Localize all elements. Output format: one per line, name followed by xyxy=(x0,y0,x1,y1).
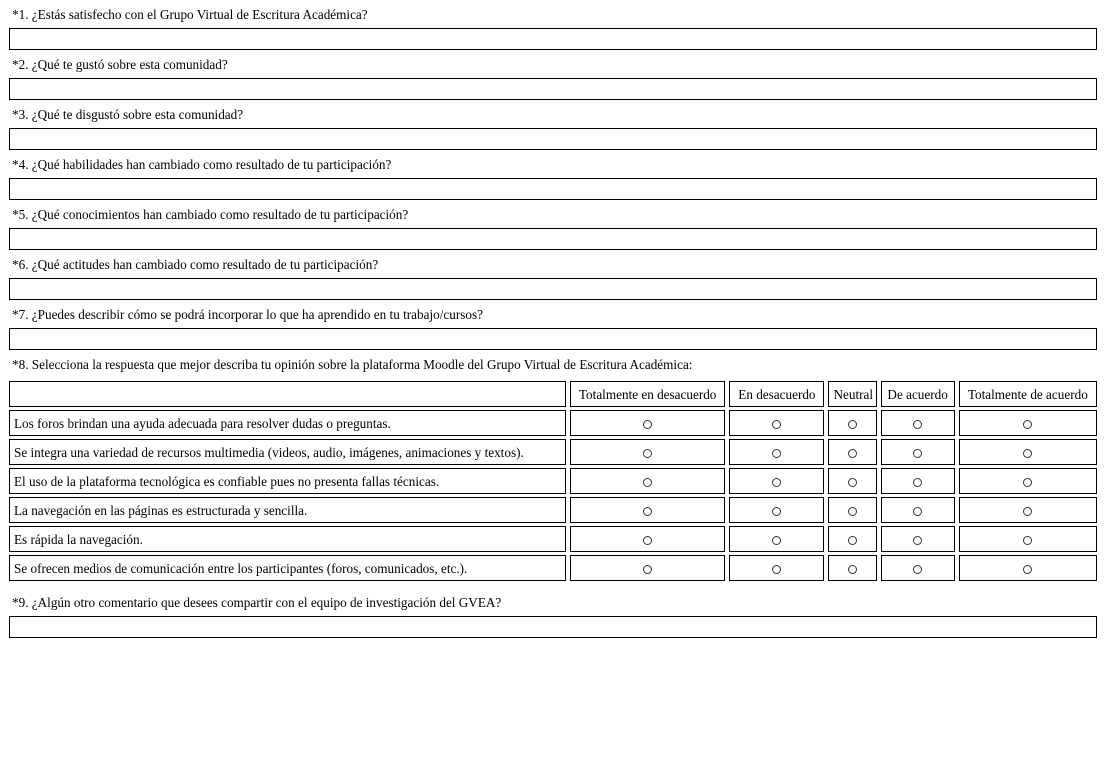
matrix-row-label: Es rápida la navegación. xyxy=(9,526,566,552)
matrix-radio-cell[interactable] xyxy=(959,526,1097,552)
question-block xyxy=(0,300,1106,350)
matrix-row-label: El uso de la plataforma tecnológica es confiable pues no presenta fallas técnicas. xyxy=(9,468,566,494)
matrix-radio-cell[interactable] xyxy=(729,468,824,494)
matrix-radio-cell[interactable] xyxy=(729,410,824,436)
question-label: *2. ¿Qué te gustó sobre esta comunidad? xyxy=(12,57,228,72)
matrix-question-label: *8. Selecciona la respuesta que mejor describa tu opinión sobre la plataforma Moodle del Grupo Virtual de Escritura Académica: xyxy=(12,357,693,372)
matrix-radio-cell[interactable] xyxy=(959,439,1097,465)
radio-unchecked-icon[interactable] xyxy=(772,449,781,458)
matrix-radio-cell[interactable] xyxy=(729,439,824,465)
matrix-radio-cell[interactable] xyxy=(570,439,725,465)
matrix-table-wrap xyxy=(0,378,1106,584)
question-label: *5. ¿Qué conocimientos han cambiado como resultado de tu participación? xyxy=(12,207,409,222)
matrix-radio-cell[interactable] xyxy=(828,497,876,523)
radio-unchecked-icon[interactable] xyxy=(772,420,781,429)
radio-unchecked-icon[interactable] xyxy=(772,536,781,545)
matrix-row xyxy=(9,468,1097,494)
radio-unchecked-icon[interactable] xyxy=(913,449,922,458)
radio-unchecked-icon[interactable] xyxy=(913,420,922,429)
matrix-question-block xyxy=(0,350,1106,378)
matrix-radio-cell[interactable] xyxy=(828,439,876,465)
radio-unchecked-icon[interactable] xyxy=(913,478,922,487)
matrix-radio-cell[interactable] xyxy=(959,497,1097,523)
opinion-matrix-table xyxy=(5,378,1101,584)
question-block xyxy=(0,200,1106,250)
question-block xyxy=(0,150,1106,200)
matrix-radio-cell[interactable] xyxy=(729,555,824,581)
matrix-radio-cell[interactable] xyxy=(729,526,824,552)
matrix-radio-cell[interactable] xyxy=(881,410,955,436)
radio-unchecked-icon[interactable] xyxy=(848,507,857,516)
question-block xyxy=(0,250,1106,300)
radio-unchecked-icon[interactable] xyxy=(1023,536,1032,545)
radio-unchecked-icon[interactable] xyxy=(643,478,652,487)
matrix-row xyxy=(9,526,1097,552)
radio-unchecked-icon[interactable] xyxy=(848,536,857,545)
question-input[interactable] xyxy=(9,228,1097,250)
final-question-input[interactable] xyxy=(9,616,1097,638)
matrix-radio-cell[interactable] xyxy=(881,497,955,523)
radio-unchecked-icon[interactable] xyxy=(913,565,922,574)
matrix-row xyxy=(9,555,1097,581)
matrix-radio-cell[interactable] xyxy=(881,526,955,552)
final-question-block xyxy=(0,588,1106,638)
matrix-column-header: Totalmente de acuerdo xyxy=(959,381,1097,407)
question-block xyxy=(0,50,1106,100)
radio-unchecked-icon[interactable] xyxy=(913,536,922,545)
matrix-radio-cell[interactable] xyxy=(828,410,876,436)
matrix-radio-cell[interactable] xyxy=(828,555,876,581)
radio-unchecked-icon[interactable] xyxy=(772,478,781,487)
matrix-radio-cell[interactable] xyxy=(828,468,876,494)
radio-unchecked-icon[interactable] xyxy=(848,420,857,429)
question-input[interactable] xyxy=(9,128,1097,150)
matrix-radio-cell[interactable] xyxy=(729,497,824,523)
radio-unchecked-icon[interactable] xyxy=(1023,565,1032,574)
radio-unchecked-icon[interactable] xyxy=(1023,478,1032,487)
radio-unchecked-icon[interactable] xyxy=(848,449,857,458)
question-input[interactable] xyxy=(9,328,1097,350)
matrix-row-label: Los foros brindan una ayuda adecuada para resolver dudas o preguntas. xyxy=(9,410,566,436)
radio-unchecked-icon[interactable] xyxy=(1023,507,1032,516)
final-question-label: *9. ¿Algún otro comentario que desees compartir con el equipo de investigación del GVEA? xyxy=(12,595,502,610)
radio-unchecked-icon[interactable] xyxy=(643,507,652,516)
question-label: *3. ¿Qué te disgustó sobre esta comunidad? xyxy=(12,107,244,122)
question-label: *7. ¿Puedes describir cómo se podrá incorporar lo que ha aprendido en tu trabajo/cursos? xyxy=(12,307,483,322)
question-input[interactable] xyxy=(9,278,1097,300)
matrix-row xyxy=(9,497,1097,523)
radio-unchecked-icon[interactable] xyxy=(1023,449,1032,458)
matrix-body xyxy=(9,410,1097,581)
radio-unchecked-icon[interactable] xyxy=(1023,420,1032,429)
question-label: *1. ¿Estás satisfecho con el Grupo Virtual de Escritura Académica? xyxy=(12,7,368,22)
matrix-radio-cell[interactable] xyxy=(828,526,876,552)
matrix-radio-cell[interactable] xyxy=(570,410,725,436)
radio-unchecked-icon[interactable] xyxy=(913,507,922,516)
open-questions-section xyxy=(0,0,1106,350)
radio-unchecked-icon[interactable] xyxy=(643,536,652,545)
question-input[interactable] xyxy=(9,78,1097,100)
question-block xyxy=(0,0,1106,50)
matrix-row xyxy=(9,439,1097,465)
radio-unchecked-icon[interactable] xyxy=(848,565,857,574)
matrix-header-row xyxy=(9,381,1097,407)
radio-unchecked-icon[interactable] xyxy=(848,478,857,487)
matrix-row xyxy=(9,410,1097,436)
matrix-radio-cell[interactable] xyxy=(959,555,1097,581)
matrix-column-header: Neutral xyxy=(828,381,876,407)
matrix-radio-cell[interactable] xyxy=(570,497,725,523)
matrix-radio-cell[interactable] xyxy=(881,468,955,494)
matrix-column-header: Totalmente en desacuerdo xyxy=(570,381,725,407)
question-input[interactable] xyxy=(9,178,1097,200)
matrix-radio-cell[interactable] xyxy=(959,410,1097,436)
matrix-radio-cell[interactable] xyxy=(959,468,1097,494)
question-label: *4. ¿Qué habilidades han cambiado como resultado de tu participación? xyxy=(12,157,392,172)
matrix-column-header: De acuerdo xyxy=(881,381,955,407)
radio-unchecked-icon[interactable] xyxy=(643,565,652,574)
radio-unchecked-icon[interactable] xyxy=(643,420,652,429)
matrix-row-label: Se integra una variedad de recursos multimedia (videos, audio, imágenes, animaciones y textos). xyxy=(9,439,566,465)
matrix-row-label: La navegación en las páginas es estructurada y sencilla. xyxy=(9,497,566,523)
radio-unchecked-icon[interactable] xyxy=(643,449,652,458)
radio-unchecked-icon[interactable] xyxy=(772,565,781,574)
question-block xyxy=(0,100,1106,150)
matrix-column-header: En desacuerdo xyxy=(729,381,824,407)
matrix-corner-cell xyxy=(9,381,566,407)
question-input[interactable] xyxy=(9,28,1097,50)
matrix-radio-cell[interactable] xyxy=(570,468,725,494)
matrix-radio-cell[interactable] xyxy=(881,555,955,581)
matrix-header xyxy=(9,381,1097,407)
matrix-radio-cell[interactable] xyxy=(570,526,725,552)
matrix-row-label: Se ofrecen medios de comunicación entre los participantes (foros, comunicados, etc.). xyxy=(9,555,566,581)
radio-unchecked-icon[interactable] xyxy=(772,507,781,516)
question-label: *6. ¿Qué actitudes han cambiado como resultado de tu participación? xyxy=(12,257,379,272)
matrix-radio-cell[interactable] xyxy=(570,555,725,581)
matrix-radio-cell[interactable] xyxy=(881,439,955,465)
